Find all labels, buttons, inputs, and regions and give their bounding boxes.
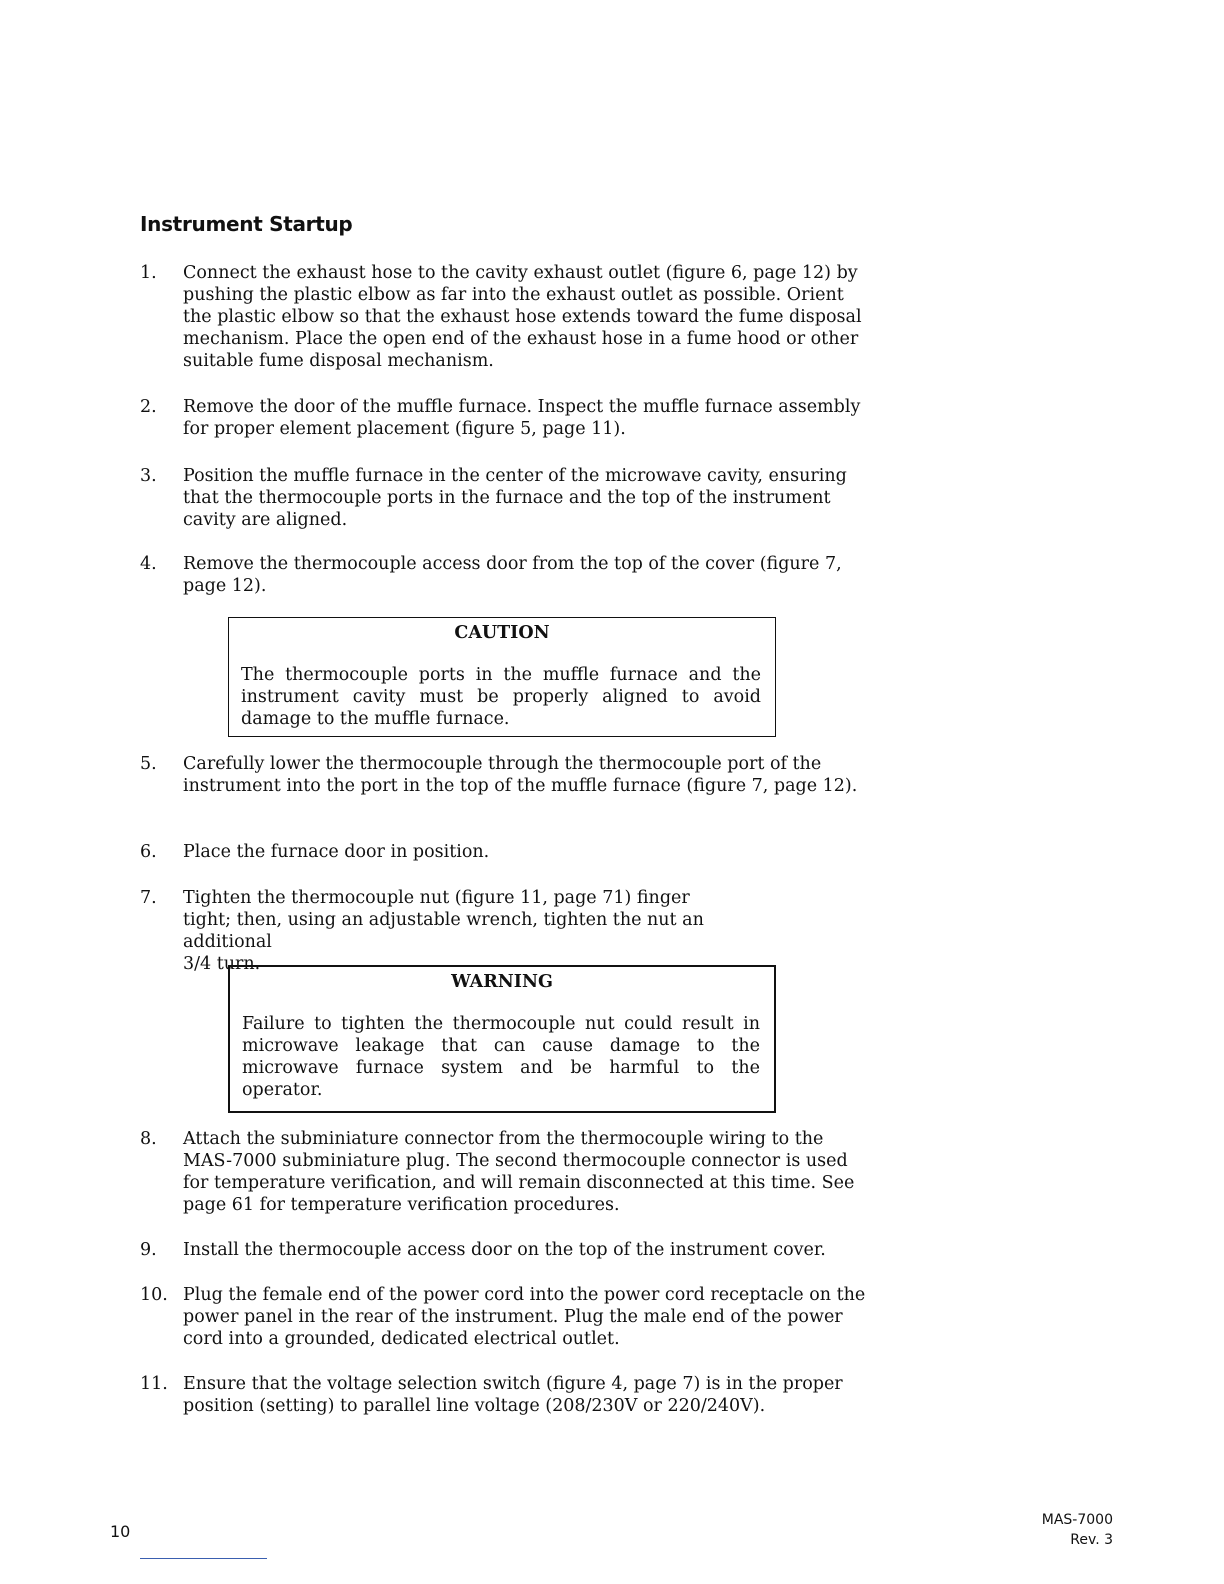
step-text: Attach the subminiature connector from the thermocouple wiring to the MAS-7000 subminiature plug. The second thermocouple connector is used for temperature verification, and will remain disconnected at this time. See page 61 for temperature verification procedures. xyxy=(183,1129,855,1215)
step-text: Ensure that the voltage selection switch (figure 4, page 7) is in the proper position (setting) to parallel line voltage (208/230V or 220/240V). xyxy=(183,1374,843,1416)
step-number: 4. xyxy=(140,554,157,574)
model-name: MAS-7000 xyxy=(1041,1512,1113,1528)
warning-title: WARNING xyxy=(451,972,553,992)
step-4 xyxy=(140,553,870,597)
step-text: Install the thermocouple access door on the top of the instrument cover. xyxy=(183,1240,826,1260)
step-text: Tighten the thermocouple nut (figure 11, page 71) finger tight; then, using an adjustable wrench, tighten the nut an additional xyxy=(183,888,704,952)
step-9 xyxy=(140,1239,870,1261)
revision-label: Rev. 3 xyxy=(1070,1532,1113,1548)
step-number: 3. xyxy=(140,466,157,486)
document-id xyxy=(1042,1510,1113,1550)
step-text-continued: 3/4 turn. xyxy=(183,954,261,974)
step-1 xyxy=(140,262,870,372)
step-text: Carefully lower the thermocouple through the thermocouple port of the instrument into the port in the top of the muffle furnace (figure 7, page 12). xyxy=(183,754,858,796)
step-text: Place the furnace door in position. xyxy=(183,842,490,862)
footer-rule xyxy=(140,1558,267,1559)
step-number: 9. xyxy=(140,1240,157,1260)
step-number: 6. xyxy=(140,842,157,862)
step-number: 10. xyxy=(140,1285,168,1305)
step-5 xyxy=(140,753,870,797)
caution-text: The thermocouple ports in the muffle furnace and the instrument cavity must be properly aligned to avoid damage to the muffle furnace. xyxy=(241,665,761,729)
warning-text: Failure to tighten the thermocouple nut could result in microwave leakage that can cause damage to the microwave furnace system and be harmful to the operator. xyxy=(242,1014,760,1100)
section-heading: Instrument Startup xyxy=(140,212,353,236)
step-number: 7. xyxy=(140,888,157,908)
step-11 xyxy=(140,1373,870,1417)
step-number: 2. xyxy=(140,397,157,417)
step-number: 5. xyxy=(140,754,157,774)
step-3 xyxy=(140,465,870,531)
step-text: Connect the exhaust hose to the cavity exhaust outlet (figure 6, page 12) by pushing the plastic elbow as far into the exhaust outlet as possible. Orient the plastic elbow so that the exhaust hose extends toward the fume disposal mechanism. Place the open end of the exhaust hose in a fume hood or other suitable fume disposal mechanism. xyxy=(183,263,862,371)
step-8 xyxy=(140,1128,870,1216)
step-7 xyxy=(140,887,870,975)
step-text: Position the muffle furnace in the center of the microwave cavity, ensuring that the thermocouple ports in the furnace and the top of the instrument cavity are aligned. xyxy=(183,466,847,530)
caution-title: CAUTION xyxy=(454,623,550,643)
step-text: Remove the thermocouple access door from the top of the cover (figure 7, page 12). xyxy=(183,554,842,596)
step-text: Plug the female end of the power cord into the power cord receptacle on the power panel in the rear of the instrument. Plug the male end of the power cord into a grounded, dedicated electrical outlet. xyxy=(183,1285,866,1349)
step-number: 11. xyxy=(140,1374,168,1394)
warning-box xyxy=(228,965,776,1113)
step-number: 1. xyxy=(140,263,157,283)
step-6 xyxy=(140,841,870,863)
step-text: Remove the door of the muffle furnace. Inspect the muffle furnace assembly for proper element placement (figure 5, page 11). xyxy=(183,397,861,439)
page-number: 10 xyxy=(110,1522,131,1541)
step-2 xyxy=(140,396,870,440)
caution-box xyxy=(228,617,776,737)
step-10 xyxy=(140,1284,870,1350)
step-number: 8. xyxy=(140,1129,157,1149)
